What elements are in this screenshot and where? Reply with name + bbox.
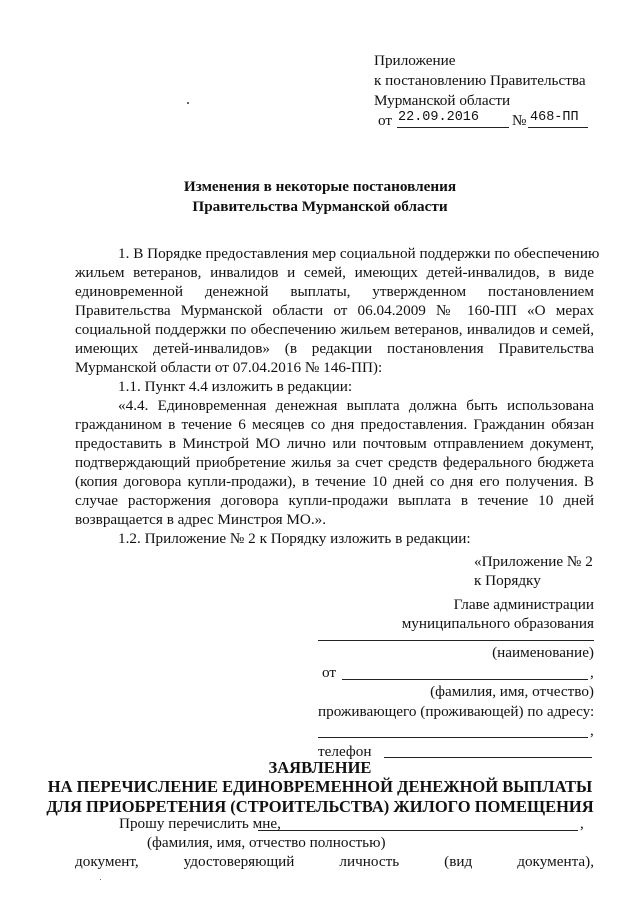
p44-line: подтверждающий приобретение жилья за счет средств федерального бюджета [75, 454, 594, 471]
p44-line: гражданином в течение 6 месяцев со дня предоставления. Гражданин обязан [75, 416, 594, 433]
doc-title-line-2: Правительства Мурманской области [192, 198, 448, 215]
header-num-prefix: № [512, 112, 527, 129]
statement-title: ЗАЯВЛЕНИЕ [268, 758, 372, 777]
p1-line: имеющих детей-инвалидов» (в редакции постановления Правительства [75, 340, 594, 357]
p1-line: Правительства Мурманской области от 06.04.2009 № 160-ПП «О мерах [75, 302, 594, 319]
p44-last-line: возвращается в адрес Минстроя МО.». [75, 511, 327, 528]
p44-line: «4.4. Единовременная денежная выплата должна быть использована [118, 397, 594, 414]
header-date-prefix: от [378, 112, 393, 129]
number-underline [528, 127, 588, 128]
addressee-line-1: Главе администрации [453, 596, 594, 613]
item-1-2: 1.2. Приложение № 2 к Порядку изложить в редакции: [118, 530, 471, 547]
addressee-line-2: муниципального образования [401, 615, 594, 632]
header-line-1: Приложение [374, 52, 456, 69]
p1-last-line: Мурманской области от 07.04.2016 № 146-ПП): [75, 359, 383, 376]
fio-caption: (фамилия, имя, отчество) [430, 683, 594, 700]
from-comma: , [590, 664, 594, 681]
request-line [258, 830, 578, 831]
from-label: от [322, 664, 337, 681]
address-comma: , [590, 722, 594, 739]
request-comma: , [580, 815, 584, 832]
from-line [342, 679, 588, 680]
name-caption: (наименование) [492, 644, 594, 661]
address-line [318, 737, 588, 738]
p44-line: (копия договора купли-продажи), в течение 10 дней со дня его получения. В [75, 473, 594, 490]
doc-line: документ, удостоверяющий личность (вид документа), [75, 853, 594, 870]
date-underline [397, 127, 509, 128]
p44-line: предоставить в Минстрой МО лично или почтовым отправлением документ, [75, 435, 594, 452]
scan-speck [100, 879, 101, 880]
item-1-1: 1.1. Пункт 4.4 изложить в редакции: [118, 378, 353, 395]
header-date: 22.09.2016 [398, 110, 480, 125]
request-text: Прошу перечислить мне, [119, 815, 281, 832]
header-line-3: Мурманской области [374, 92, 511, 109]
header-line-2: к постановлению Правительства [374, 72, 586, 89]
phone-label: телефон [318, 743, 372, 760]
name-line [318, 640, 594, 641]
p1-line: единовременной денежной выплаты, утвержденном постановлением [75, 283, 594, 300]
p1-line: социальной поддержки по обеспечению жильем ветеранов, инвалидов и семей, [75, 321, 594, 338]
statement-line-1: НА ПЕРЕЧИСЛЕНИЕ ЕДИНОВРЕМЕННОЙ ДЕНЕЖНОЙ ВЫПЛАТЫ [47, 777, 593, 796]
residing-label: проживающего (проживающей) по адресу: [318, 703, 595, 720]
p44-line: случае расторжения договора купли-продажи выплата в течение 10 дней [75, 492, 594, 509]
doc-title-line-1: Изменения в некоторые постановления [183, 178, 457, 195]
scan-speck [187, 102, 189, 104]
statement-line-2: ДЛЯ ПРИОБРЕТЕНИЯ (СТРОИТЕЛЬСТВА) ЖИЛОГО ПОМЕЩЕНИЯ [46, 797, 594, 816]
appendix-line-2: к Порядку [474, 572, 541, 589]
p1-line: жильем ветеранов, инвалидов и семей, имеющих детей-инвалидов, в виде [75, 264, 594, 281]
header-number: 468-ПП [530, 110, 579, 125]
appendix-line-1: «Приложение № 2 [474, 553, 593, 570]
p1-line: 1. В Порядке предоставления мер социальной поддержки по обеспечению [118, 245, 600, 262]
full-name-caption: (фамилия, имя, отчество полностью) [147, 834, 386, 851]
